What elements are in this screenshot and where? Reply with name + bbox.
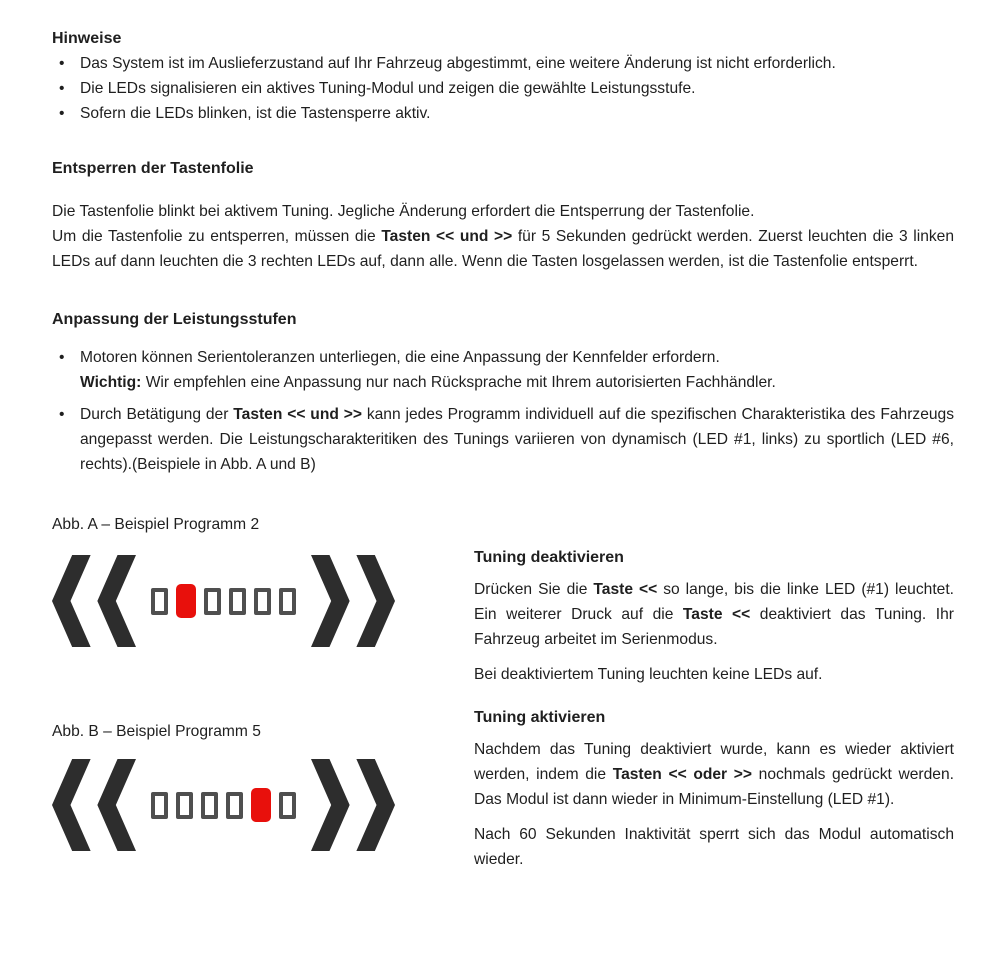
hinweise-title: Hinweise [52, 30, 122, 47]
led-indicator [176, 792, 193, 819]
bullet-item: • Das System ist im Auslieferzustand auf Ihr Fahrzeug abgestimmt, eine weitere Änderung ist nicht erforderlich. [52, 51, 954, 76]
tuning-deaktivieren-title: Tuning deaktivieren [474, 549, 624, 566]
led-indicator [204, 588, 221, 615]
led-indicator [226, 792, 243, 819]
led-strip [151, 584, 296, 618]
entsperren-title: Entsperren der Tastenfolie [52, 160, 254, 177]
chevron-left-icon [52, 555, 136, 647]
bullet-item: • Die LEDs signalisieren ein aktives Tuning-Modul und zeigen die gewählte Leistungsstufe. [52, 76, 954, 101]
bullet-item: • Durch Betätigung der Tasten << und >> kann jedes Programm individuell auf die spezifischen Charakteristika des Fahrzeugs angepasst werden. Die Leistungscharakteritiken des Tunings variieren von dynamisch (LED #1, links) zu sportlich (LED #6, rechts).(Beispiele in Abb. A und B) [52, 402, 954, 477]
led-indicator [201, 792, 218, 819]
led-strip [151, 788, 296, 822]
figure-a-label: Abb. A – Beispiel Programm 2 [52, 516, 260, 533]
bullet-item: • Sofern die LEDs blinken, ist die Tastensperre aktiv. [52, 101, 954, 126]
section-entsperren [52, 156, 954, 274]
section-anpassung [52, 307, 954, 477]
led-indicator [254, 588, 271, 615]
bullet-item: • Motoren können Serientoleranzen unterliegen, die eine Anpassung der Kennfelder erfordern. Wichtig: Wir empfehlen eine Anpassung nur nach Rücksprache mit Ihrem autorisierten Fachhändler. [52, 345, 954, 395]
led-indicator [229, 588, 246, 615]
figures-and-instructions [52, 512, 954, 882]
chevron-right-icon [311, 555, 395, 647]
instructions-column [474, 512, 954, 882]
chevron-left-icon [52, 759, 136, 851]
figure-b-label: Abb. B – Beispiel Programm 5 [52, 723, 261, 740]
tuning-aktivieren-title: Tuning aktivieren [474, 709, 606, 726]
hinweise-bullet-list [52, 51, 954, 126]
anpassung-title: Anpassung der Leistungsstufen [52, 311, 297, 328]
led-indicator [151, 588, 168, 615]
led-indicator [279, 792, 296, 819]
tuning-deaktivieren-paragraph: Drücken Sie die Taste << so lange, bis die linke LED (#1) leuchtet. Ein weiterer Druck auf die Taste << deaktiviert das Tuning. Ihr Fahrzeug arbeitet im Serienmodus. [474, 581, 954, 648]
tuning-aktivieren-paragraph: Nachdem das Tuning deaktiviert wurde, kann es wieder aktiviert werden, indem die Tasten << oder >> nochmals gedrückt werden. Das Modul ist dann wieder in Minimum-Einstellung (LED #1). [474, 741, 954, 808]
figure-a [52, 555, 474, 647]
figures-column [52, 512, 474, 882]
entsperren-paragraph: Die Tastenfolie blinkt bei aktivem Tuning. Jegliche Änderung erfordert die Entsperrung der Tastenfolie. Um die Tastenfolie zu entsperren, müssen die Tasten << und >> für 5 Sekunden gedrückt werden. Zuerst leuchten die 3 linken LEDs auf dann leuchten die 3 rechten LEDs auf, dann alle. Wenn die Tasten losgelassen werden, ist die Tastenfolie entsperrt. [52, 203, 955, 270]
led-indicator [151, 792, 168, 819]
section-hinweise [52, 26, 954, 126]
figure-b [52, 759, 474, 851]
tuning-aktivieren-note: Nach 60 Sekunden Inaktivität sperrt sich das Modul automatisch wieder. [474, 826, 954, 868]
led-indicator [279, 588, 296, 615]
led-active [176, 584, 196, 618]
tuning-deaktivieren-note: Bei deaktiviertem Tuning leuchten keine LEDs auf. [474, 666, 823, 683]
led-active [251, 788, 271, 822]
anpassung-bullet-list [52, 345, 954, 477]
chevron-right-icon [311, 759, 395, 851]
